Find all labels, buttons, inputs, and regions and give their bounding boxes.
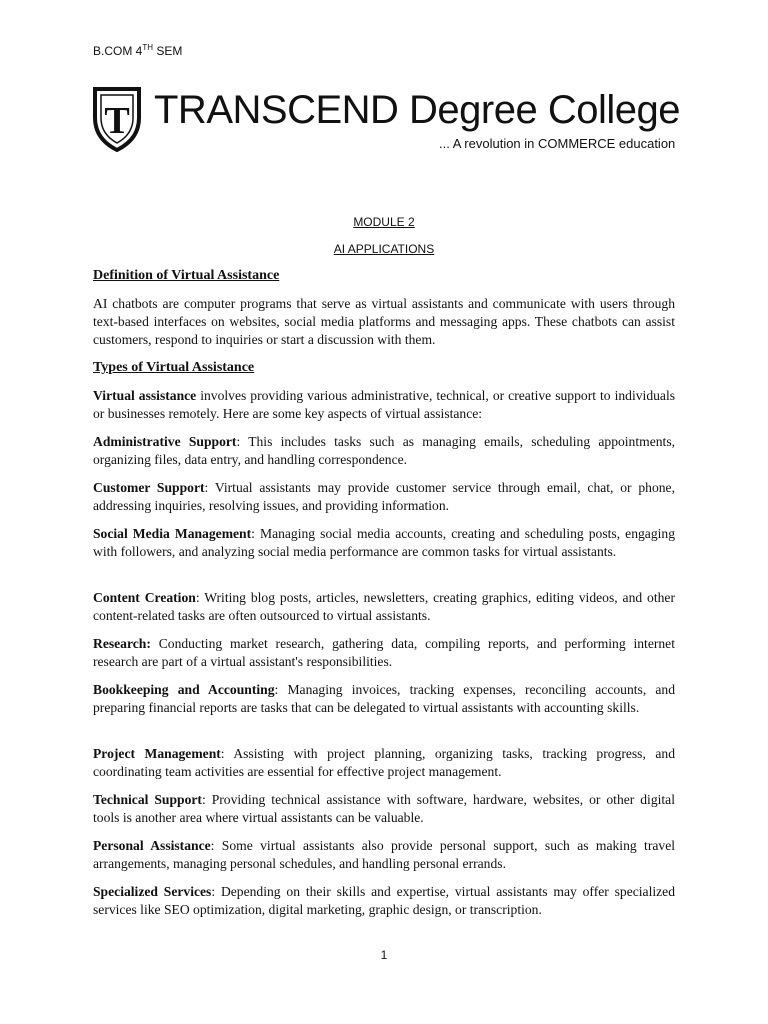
type-item-term: Social Media Management <box>93 526 252 541</box>
course-superscript: TH <box>142 43 154 52</box>
definition-title: Definition of Virtual Assistance <box>93 268 280 283</box>
module-heading: MODULE 2 <box>353 215 415 229</box>
svg-text:T: T <box>104 100 130 142</box>
type-item-text: : Assisting with project planning, organizing tasks, tracking progress, and coordinating team activities are essential for effective project management. <box>93 746 675 780</box>
type-item-term: Technical Support <box>93 792 202 807</box>
type-item-text: : Virtual assistants may provide customer service through email, chat, or phone, addressing inquiries, resolving issues, and providing information. <box>93 480 675 514</box>
type-item-term: Content Creation <box>93 590 196 605</box>
college-logo <box>92 86 682 152</box>
type-item <box>93 745 675 781</box>
type-item-text: : Providing technical assistance with software, hardware, websites, or other digital tools is another area where virtual assistants can be valuable. <box>93 792 675 826</box>
type-item <box>93 681 675 717</box>
definition-paragraph: AI chatbots are computer programs that serve as virtual assistants and communicate with users through text-based interfaces on websites, social media platforms and messaging apps. These chatbots can assist customers, respond to inquiries or start a discussion with them. <box>93 296 675 348</box>
type-item-term: Customer Support <box>93 480 205 495</box>
type-item-text: : Writing blog posts, articles, newsletters, creating graphics, editing videos, and other content-related tasks are often outsourced to virtual assistants. <box>93 590 675 624</box>
type-item-term: Research: <box>93 636 151 651</box>
college-name: TRANSCEND Degree College <box>154 88 680 132</box>
type-item-text: : Some virtual assistants also provide personal support, such as making travel arrangements, managing personal schedules, and handling personal errands. <box>93 838 676 872</box>
page-number: 1 <box>380 948 388 962</box>
types-intro-paragraph <box>93 387 675 423</box>
type-item-term: Bookkeeping and Accounting <box>93 682 275 697</box>
type-item-text: : Managing invoices, tracking expenses, reconciling accounts, and preparing financial reports are tasks that can be delegated to virtual assistants with accounting skills. <box>93 682 676 716</box>
course-label: B.COM 4 <box>93 44 143 58</box>
type-item-term: Personal Assistance <box>93 838 211 853</box>
course-suffix: SEM <box>153 44 183 58</box>
type-item-term: Administrative Support <box>93 434 237 449</box>
type-item <box>93 791 675 827</box>
types-intro-text: involves providing various administrative, technical, or creative support to individuals or businesses remotely. Here are some key aspects of virtual assistance: <box>93 388 676 422</box>
types-intro-term: Virtual assistance <box>93 388 197 403</box>
shield-emblem-icon <box>92 86 142 152</box>
type-item <box>93 635 675 671</box>
type-item <box>93 479 675 515</box>
type-item-term: Specialized Services <box>93 884 212 899</box>
type-item <box>93 883 675 919</box>
course-header <box>93 43 182 58</box>
type-item-text: : Depending on their skills and expertise, virtual assistants may offer specialized services like SEO optimization, digital marketing, graphic design, or transcription. <box>93 884 675 918</box>
type-item-text: Conducting market research, gathering data, compiling reports, and performing internet research are part of a virtual assistant's responsibilities. <box>93 636 675 670</box>
type-item-text: : Managing social media accounts, creating and scheduling posts, engaging with followers, and analyzing social media performance are common tasks for virtual assistants. <box>93 526 675 560</box>
type-item-text: : This includes tasks such as managing emails, scheduling appointments, organizing files, data entry, and handling correspondence. <box>93 434 676 468</box>
type-item-term: Project Management <box>93 746 221 761</box>
type-item <box>93 525 675 561</box>
college-tagline: ... A revolution in COMMERCE education <box>439 136 676 151</box>
types-title: Types of Virtual Assistance <box>93 360 255 375</box>
subject-heading: AI APPLICATIONS <box>333 242 435 256</box>
type-item <box>93 433 675 469</box>
type-item <box>93 837 675 873</box>
type-item <box>93 589 675 625</box>
